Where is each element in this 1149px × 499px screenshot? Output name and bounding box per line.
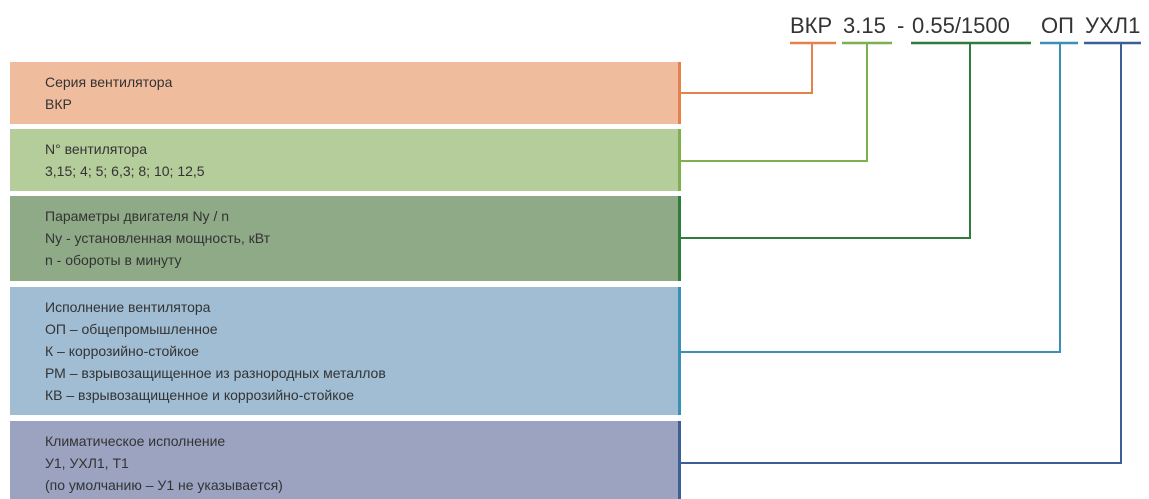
box-fan-series-title: Серия вентилятора <box>45 74 173 90</box>
box-climate-note: (по умолчанию – У1 не указывается) <box>45 477 283 493</box>
box-motor-params-rpm: n - обороты в минуту <box>45 252 182 268</box>
box-fan-execution-rm: РМ – взрывозащищенное из разнородных металлов <box>45 365 386 381</box>
box-fan-execution-title: Исполнение вентилятора <box>45 299 211 315</box>
code-separator: - <box>897 13 905 38</box>
box-fan-series-value: ВКР <box>45 96 72 112</box>
connector-climate <box>680 43 1121 463</box>
box-climate-title: Климатическое исполнение <box>45 433 226 449</box>
box-fan-execution-edge <box>678 287 681 415</box>
box-fan-execution-kv: КВ – взрывозащищенное и коррозийно-стойкое <box>45 387 355 403</box>
box-motor-params-power: Ny - установленная мощность, кВт <box>45 230 271 246</box>
box-fan-number-edge <box>678 129 681 191</box>
box-climate <box>10 421 678 499</box>
box-motor-params-title: Параметры двигателя Ny / n <box>45 208 230 224</box>
code-series: ВКР <box>790 13 833 38</box>
box-fan-series-edge <box>678 62 681 124</box>
code-execution: ОП <box>1041 13 1074 38</box>
connector-execution <box>680 43 1060 352</box>
box-motor-params-edge <box>678 196 681 281</box>
box-fan-execution-op: ОП – общепромышленное <box>45 321 218 337</box>
box-motor-params <box>10 196 678 281</box>
code-motor: 0.55/1500 <box>912 13 1010 38</box>
connector-motor <box>680 43 970 238</box>
box-climate-edge <box>678 421 681 499</box>
code-number: 3.15 <box>843 13 886 38</box>
box-fan-execution-k: К – коррозийно-стойкое <box>45 343 199 359</box>
box-fan-number-value: 3,15; 4; 5; 6,3; 8; 10; 12,5 <box>45 163 205 179</box>
code-climate: УХЛ1 <box>1085 13 1141 38</box>
box-fan-number-title: N° вентилятора <box>45 141 147 157</box>
connector-number <box>680 43 867 161</box>
box-fan-number <box>10 129 678 191</box>
box-fan-execution <box>10 287 678 415</box>
box-fan-series <box>10 62 678 124</box>
box-climate-values: У1, УХЛ1, Т1 <box>45 455 129 471</box>
connector-series <box>680 43 812 93</box>
